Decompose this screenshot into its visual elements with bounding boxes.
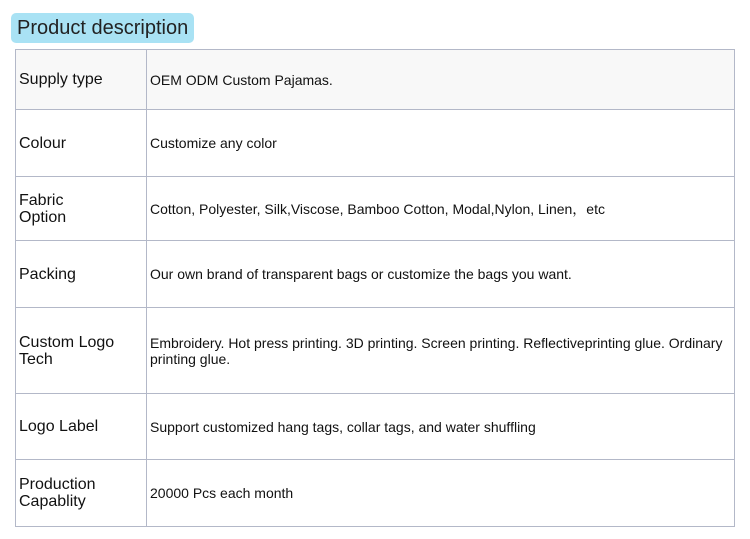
row-value: OEM ODM Custom Pajamas.	[147, 50, 735, 110]
row-label: Logo Label	[16, 394, 147, 460]
section-heading: Product description	[11, 13, 194, 43]
table-row-logo-label	[16, 394, 735, 460]
table-row-supply-type	[16, 50, 735, 110]
row-value: Customize any color	[147, 110, 735, 177]
table-row-packing	[16, 241, 735, 308]
row-label: Colour	[16, 110, 147, 177]
row-label: Production Capablity	[16, 460, 147, 527]
row-value: Cotton, Polyester, Silk,Viscose, Bamboo Cotton, Modal,Nylon, Linen，etc	[147, 177, 735, 241]
table-row-colour	[16, 110, 735, 177]
row-label: Packing	[16, 241, 147, 308]
row-value: Our own brand of transparent bags or customize the bags you want.	[147, 241, 735, 308]
row-value: Embroidery. Hot press printing. 3D printing. Screen printing. Reflectiveprinting glue. Ordinary printing glue.	[147, 308, 735, 394]
row-value: Support customized hang tags, collar tags, and water shuffling	[147, 394, 735, 460]
row-label: Supply type	[16, 50, 147, 110]
table-row-production-capability	[16, 460, 735, 527]
product-spec-table	[15, 49, 735, 527]
table-row-custom-logo-tech	[16, 308, 735, 394]
table-row-fabric-option	[16, 177, 735, 241]
row-label: Custom Logo Tech	[16, 308, 147, 394]
row-value: 20000 Pcs each month	[147, 460, 735, 527]
row-label: Fabric Option	[16, 177, 147, 241]
